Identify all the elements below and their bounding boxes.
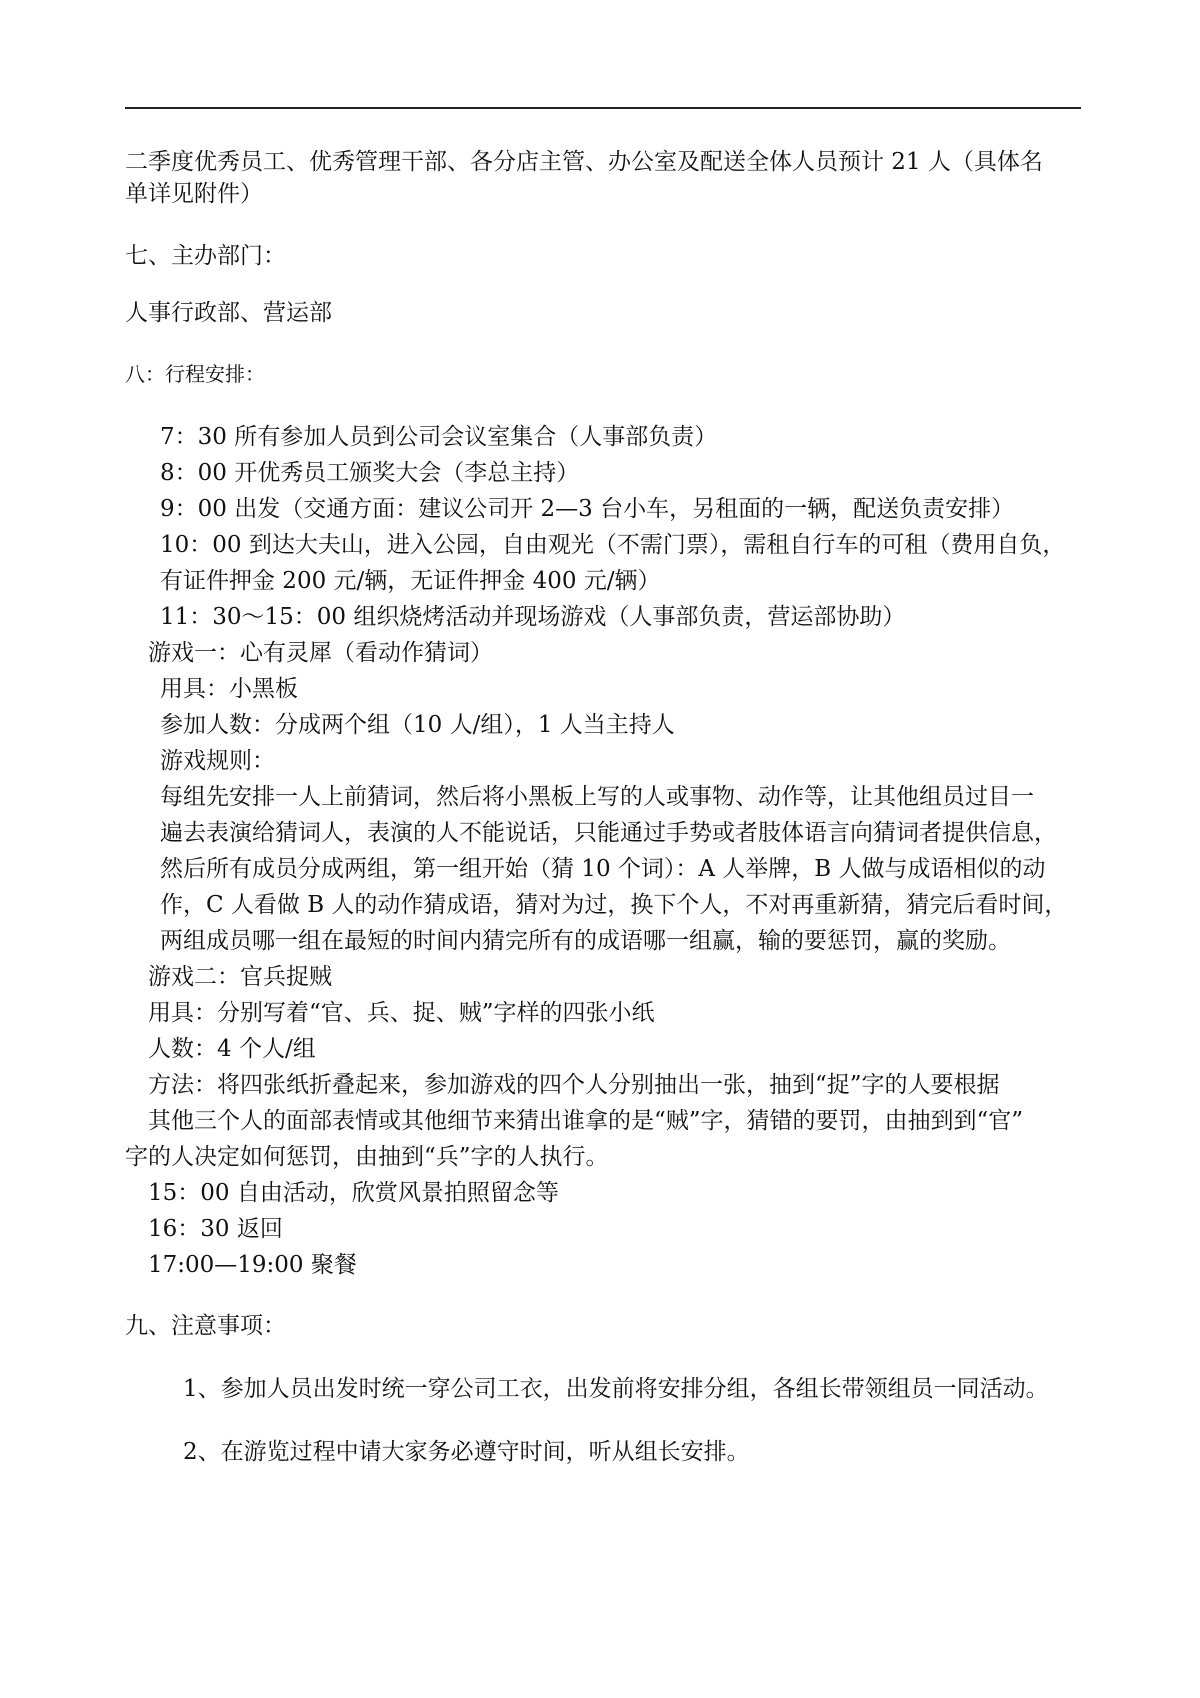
- notice-item: 1、参加人员出发时统一穿公司工衣，出发前将安排分组，各组长带领组员一同活动。: [183, 1376, 1049, 1402]
- notice-item: 2、在游览过程中请大家务必遵守时间，听从组长安排。: [183, 1439, 750, 1465]
- header-rule: [125, 107, 1081, 109]
- schedule-line: 17:00—19:00 聚餐: [148, 1252, 357, 1278]
- section-9-heading: 九、注意事项：: [125, 1313, 286, 1339]
- schedule-line: 7：30 所有参加人员到公司会议室集合（人事部负责）: [160, 424, 718, 450]
- schedule-line: 8：00 开优秀员工颁奖大会（李总主持）: [160, 460, 580, 486]
- game-2-method-line: 其他三个人的面部表情或其他细节来猜出谁拿的是“贼”字，猜错的要罚，由抽到到“官”: [148, 1108, 1024, 1134]
- game-2-tools: 用具：分别写着“官、兵、捉、贼”字样的四张小纸: [148, 1000, 655, 1026]
- schedule-line: 11：30～15：00 组织烧烤活动并现场游戏（人事部负责，营运部协助）: [160, 604, 906, 630]
- attendees-line-1: 二季度优秀员工、优秀管理干部、各分店主管、办公室及配送全体人员预计 21 人（具体名: [125, 149, 1043, 175]
- game-1-rules-line: 每组先安排一人上前猜词，然后将小黑板上写的人或事物、动作等，让其他组员过目一: [160, 784, 1034, 810]
- schedule-line: 10：00 到达大夫山，进入公园，自由观光（不需门票），需租自行车的可租（费用自负，: [160, 532, 1066, 558]
- game-1-rules-label: 游戏规则：: [160, 748, 275, 774]
- schedule-line: 16：30 返回: [148, 1216, 283, 1242]
- game-1-title: 游戏一：心有灵犀（看动作猜词）: [148, 640, 493, 666]
- game-1-tools: 用具：小黑板: [160, 676, 298, 702]
- section-7-heading: 七、主办部门：: [125, 243, 286, 269]
- game-2-players: 人数：4 个人/组: [148, 1036, 316, 1062]
- game-1-rules-line: 遍去表演给猜词人，表演的人不能说话，只能通过手势或者肢体语言向猜词者提供信息，: [160, 820, 1057, 846]
- game-1-rules-line: 两组成员哪一组在最短的时间内猜完所有的成语哪一组赢，输的要惩罚，赢的奖励。: [160, 928, 1011, 954]
- game-1-players: 参加人数：分成两个组（10 人/组），1 人当主持人: [160, 712, 675, 738]
- game-2-method-line: 方法：将四张纸折叠起来，参加游戏的四个人分别抽出一张，抽到“捉”字的人要根据: [148, 1072, 1000, 1098]
- game-2-method-line: 字的人决定如何惩罚，由抽到“兵”字的人执行。: [125, 1144, 609, 1170]
- schedule-line: 有证件押金 200 元/辆，无证件押金 400 元/辆）: [160, 568, 661, 594]
- section-8-heading: 八：行程安排：: [125, 362, 265, 386]
- game-1-rules-line: 作，C 人看做 B 人的动作猜成语，猜对为过，换下个人，不对再重新猜，猜完后看时间，: [160, 892, 1068, 918]
- game-1-rules-line: 然后所有成员分成两组，第一组开始（猜 10 个词）：A 人举牌，B 人做与成语相似的动: [160, 856, 1046, 882]
- attendees-line-2: 单详见附件）: [125, 181, 263, 207]
- game-2-title: 游戏二：官兵捉贼: [148, 964, 332, 990]
- organizer-departments: 人事行政部、营运部: [125, 300, 332, 326]
- schedule-line: 15：00 自由活动，欣赏风景拍照留念等: [148, 1180, 559, 1206]
- schedule-line: 9：00 出发（交通方面：建议公司开 2—3 台小车，另租面的一辆，配送负责安排）: [160, 496, 1015, 522]
